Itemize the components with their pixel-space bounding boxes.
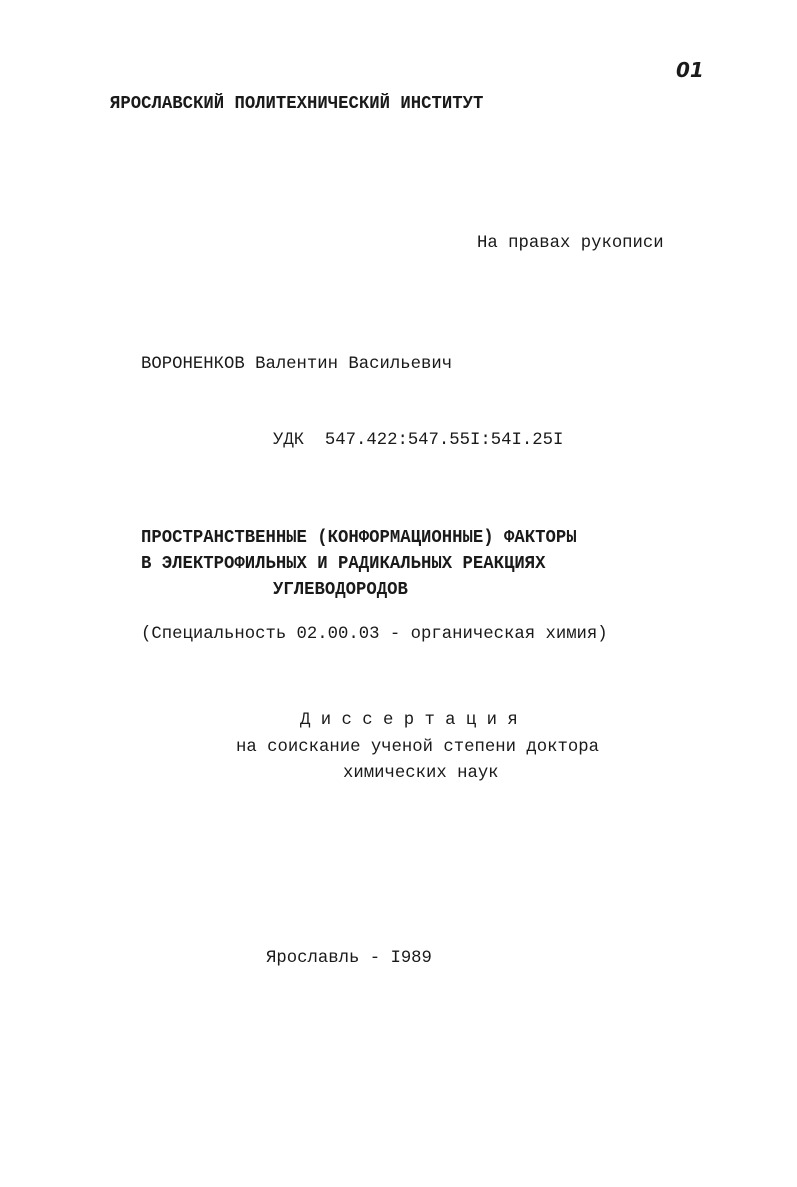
udc-code: УДК 547.422:547.55I:54I.25I: [273, 431, 564, 450]
degree-line-2: на соискание ученой степени доктора: [236, 738, 599, 757]
handwritten-page-mark: 01: [676, 58, 704, 82]
specialty: (Специальность 02.00.03 - органическая химия): [141, 625, 608, 644]
document-type: Д и с с е р т а ц и я: [300, 711, 518, 730]
manuscript-rights-note: На правах рукописи: [477, 234, 664, 253]
degree-line-3: химических наук: [343, 764, 499, 783]
place-and-year: Ярославль - I989: [266, 949, 432, 968]
dissertation-title-line-1: ПРОСТРАНСТВЕННЫЕ (КОНФОРМАЦИОННЫЕ) ФАКТОРЫ: [141, 528, 577, 549]
institution-name: ЯРОСЛАВСКИЙ ПОЛИТЕХНИЧЕСКИЙ ИНСТИТУТ: [110, 94, 484, 115]
dissertation-title-line-2: В ЭЛЕКТРОФИЛЬНЫХ И РАДИКАЛЬНЫХ РЕАКЦИЯХ: [141, 554, 546, 575]
dissertation-title-line-3: УГЛЕВОДОРОДОВ: [273, 580, 408, 601]
author-name: ВОРОНЕНКОВ Валентин Васильевич: [141, 355, 453, 374]
